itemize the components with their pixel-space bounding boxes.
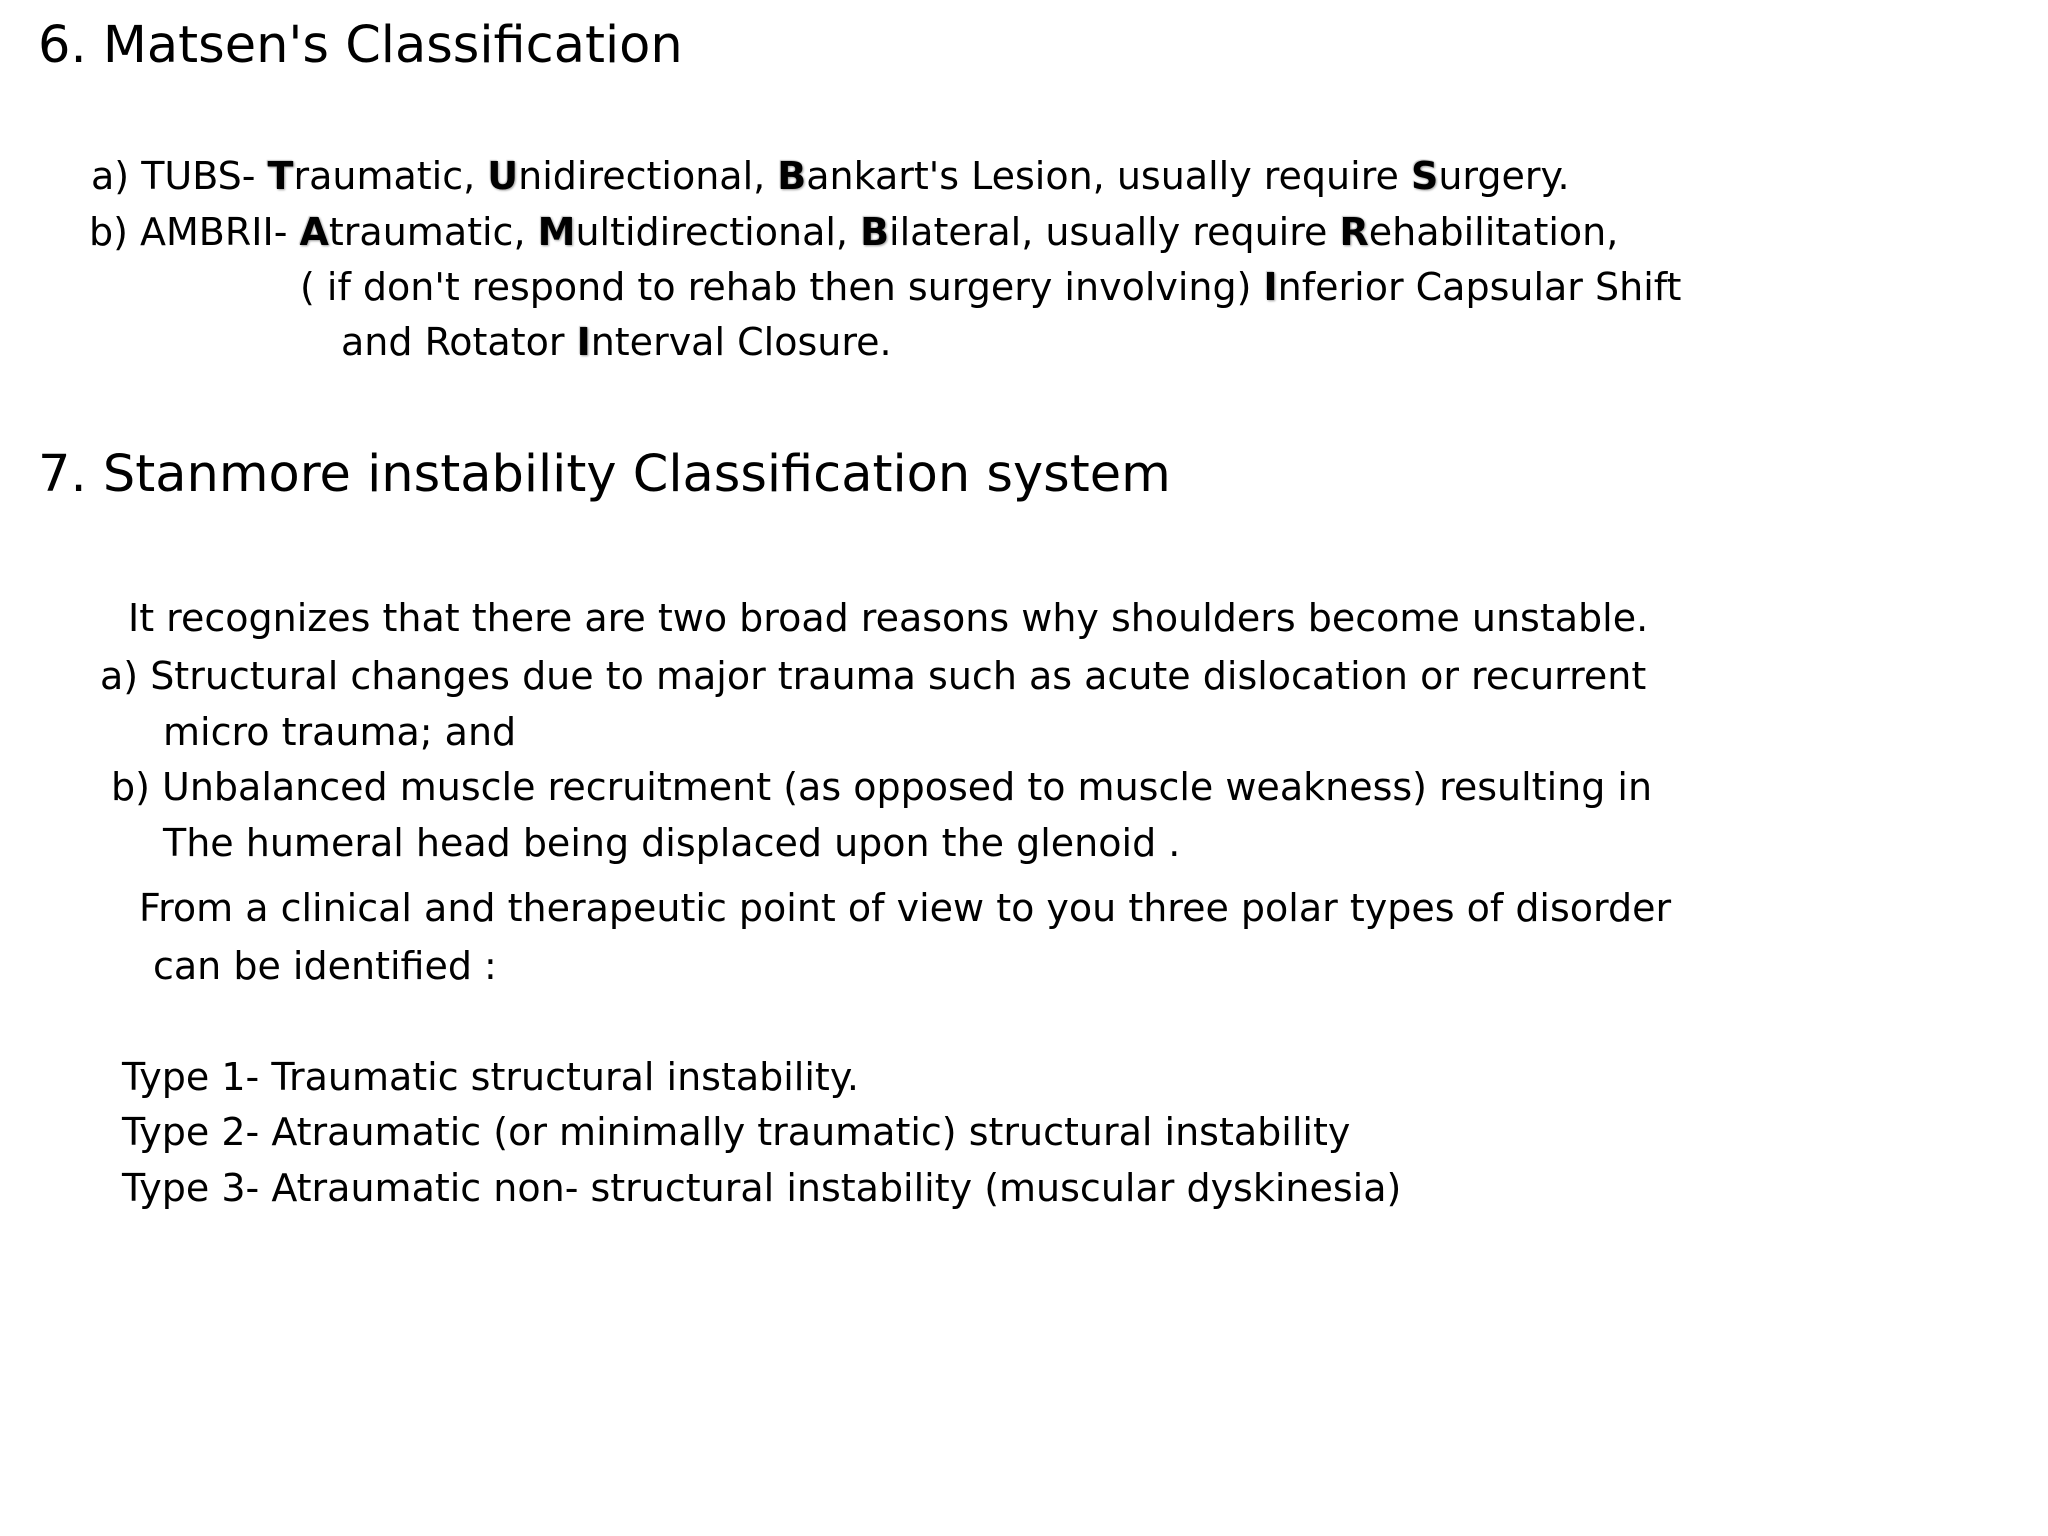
matsen-heading: 6. Matsen's Classification — [38, 16, 683, 75]
ambrii-word-6: nterval Closure. — [590, 320, 892, 364]
ambrii-letter-i-1: I — [1263, 265, 1278, 309]
ambrii-line-2 — [300, 263, 1681, 311]
tubs-word-1: raumatic, — [293, 154, 488, 198]
ambrii-line-2-prefix: ( if don't respond to rehab then surgery involving) — [300, 265, 1264, 309]
ambrii-word-1: traumatic, — [328, 210, 538, 254]
tubs-line — [91, 152, 1570, 200]
stanmore-point-b-line-1: b) Unbalanced muscle recruitment (as opposed to muscle weakness) resulting in — [111, 765, 1653, 809]
tubs-letter-u: U — [487, 154, 519, 198]
ambrii-word-4: ehabilitation, — [1368, 210, 1619, 254]
ambrii-letter-i-2: I — [576, 320, 591, 364]
tubs-letter-t: T — [267, 154, 294, 198]
stanmore-point-a-line-2: micro trauma; and — [163, 710, 517, 754]
ambrii-letter-m: M — [537, 210, 576, 254]
tubs-letter-s: S — [1410, 154, 1439, 198]
tubs-word-2: nidirectional, — [518, 154, 778, 198]
ambrii-word-2: ultidirectional, — [575, 210, 861, 254]
stanmore-point-b-line-2: The humeral head being displaced upon the glenoid . — [163, 821, 1181, 865]
stanmore-clinical-line-1: From a clinical and therapeutic point of view to you three polar types of disorder — [139, 886, 1672, 930]
ambrii-word-3: ilateral, usually require — [889, 210, 1340, 254]
tubs-word-4: urgery. — [1438, 154, 1570, 198]
ambrii-line-3 — [341, 318, 892, 366]
stanmore-heading: 7. Stanmore instability Classification system — [38, 445, 1171, 504]
ambrii-word-5: nferior Capsular Shift — [1277, 265, 1682, 309]
ambrii-letter-r: R — [1339, 210, 1369, 254]
tubs-prefix: a) TUBS- — [91, 154, 268, 198]
ambrii-prefix: b) AMBRII- — [89, 210, 300, 254]
ambrii-letter-a: A — [299, 210, 329, 254]
stanmore-intro: It recognizes that there are two broad reasons why shoulders become unstable. — [128, 596, 1649, 640]
ambrii-letter-b: B — [860, 210, 890, 254]
tubs-letter-b: B — [777, 154, 807, 198]
ambrii-line — [89, 208, 1618, 256]
ambrii-line-3-prefix: and Rotator — [341, 320, 577, 364]
stanmore-type-3: Type 3- Atraumatic non- structural instability (muscular dyskinesia) — [122, 1166, 1402, 1210]
stanmore-clinical-line-2: can be identified : — [153, 944, 497, 988]
stanmore-point-a-line-1: a) Structural changes due to major trauma such as acute dislocation or recurrent — [100, 654, 1647, 698]
stanmore-type-1: Type 1- Traumatic structural instability. — [122, 1055, 859, 1099]
tubs-word-3: ankart's Lesion, usually require — [806, 154, 1411, 198]
stanmore-type-2: Type 2- Atraumatic (or minimally traumatic) structural instability — [122, 1110, 1351, 1154]
